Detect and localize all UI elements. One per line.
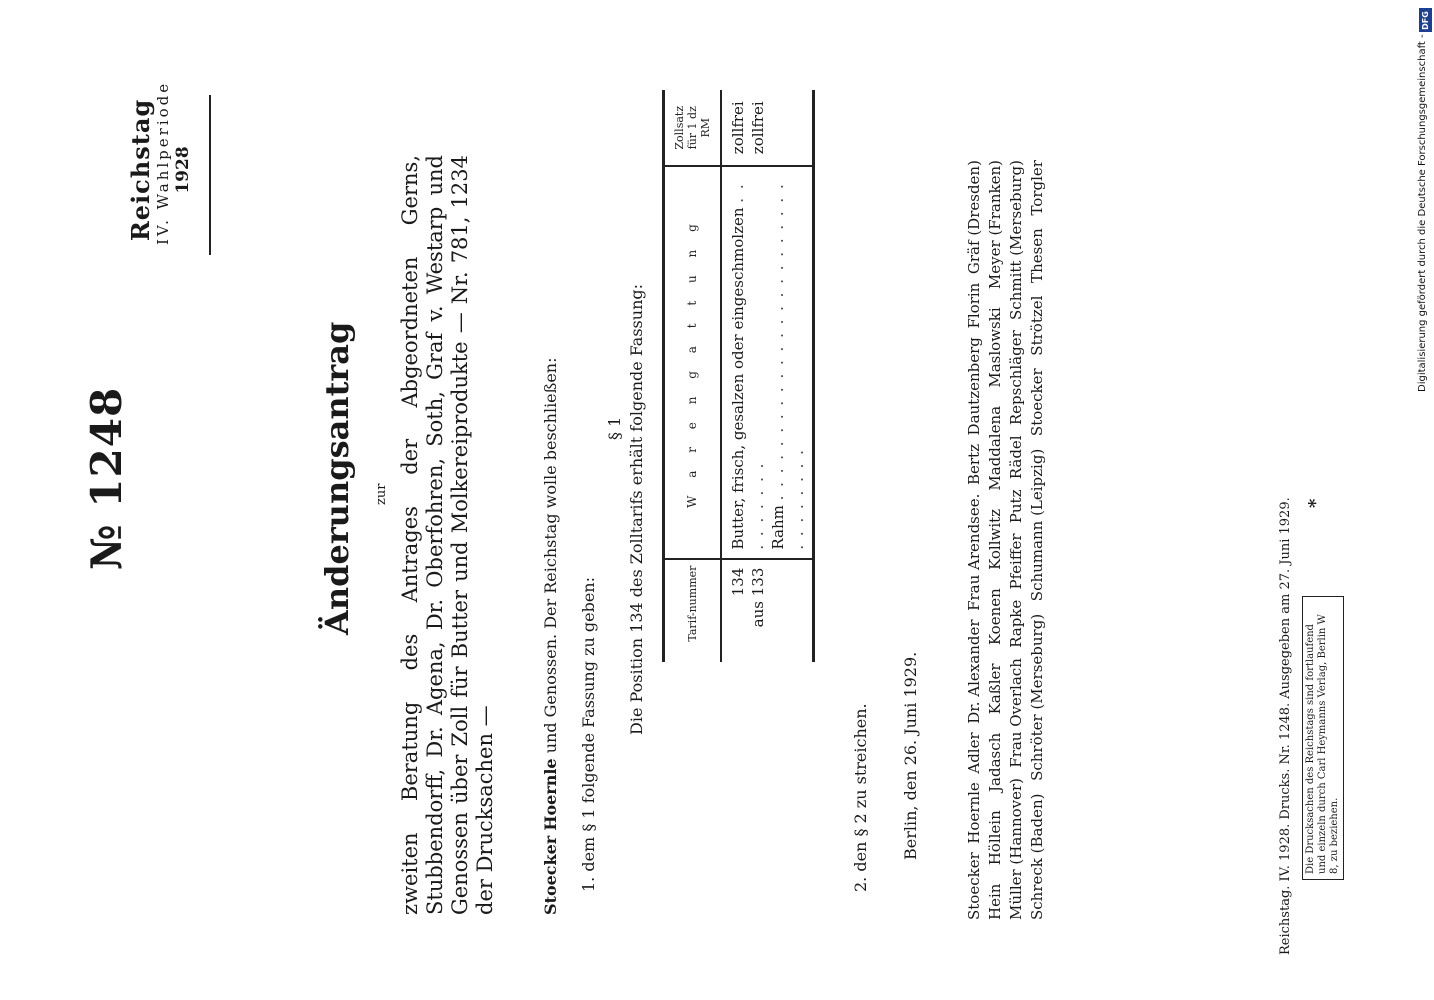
signer: Maddalena xyxy=(986,405,1004,491)
item-1: 1. dem § 1 folgende Fassung zu geben: xyxy=(579,576,598,892)
header-period: IV. Wahlperiode xyxy=(154,80,172,245)
duty-rate: zollfrei xyxy=(729,101,747,155)
intro-paragraph: zweiten Beratung des Antrages der Abgeordneten Gerns, Stubbendorff, Dr. Agena, Dr. Oberfohren, Soth, Graf v. Westarp und Genossen über Zoll für Butter und Molkereiprodukte — Nr. 781, 1234 der Drucksachen — xyxy=(398,155,497,915)
signer: Stoecker xyxy=(1028,368,1046,437)
signer: Bertz xyxy=(965,444,983,486)
credit-text: Digitalisierung gefördert durch die Deutsche Forschungsgemeinschaft - xyxy=(1417,34,1428,392)
signer-row xyxy=(985,160,1006,920)
motion-text: und Genossen. Der Reichstag wolle beschließen: xyxy=(541,357,560,754)
signer-row xyxy=(1027,160,1048,920)
table-row xyxy=(721,90,814,662)
signer-row xyxy=(1006,160,1027,920)
signer: Hoernle xyxy=(965,782,983,844)
signatories xyxy=(964,160,1048,920)
star-mark: * xyxy=(1305,498,1326,508)
signer: Putz xyxy=(1007,489,1025,524)
signer: Stoecker xyxy=(965,852,983,920)
date-line: Berlin, den 26. Juni 1929. xyxy=(901,651,920,860)
position-text: Die Position 134 des Zolltarifs erhält folgende Fassung: xyxy=(627,283,646,735)
column-header: W a r e n g a t t u n g xyxy=(664,166,722,558)
signer: Schreck (Baden) xyxy=(1028,793,1046,920)
signer: Frau Overlach xyxy=(1007,658,1025,768)
section-heading: § 1 xyxy=(605,416,624,440)
signer: Koenen xyxy=(986,588,1004,646)
footer-line: Reichstag. IV. 1928. Drucks. Nr. 1248. Ausgegeben am 27. Juni 1929. xyxy=(1278,497,1293,955)
signer: Dr. Alexander xyxy=(965,619,983,724)
table-header-row xyxy=(664,90,722,662)
signer: Schumann (Leipzig) xyxy=(1028,448,1046,602)
goods-cell xyxy=(721,166,814,558)
signer: Repschläger xyxy=(1007,330,1025,426)
header-year: 1928 xyxy=(173,146,193,194)
item-2: 2. den § 2 zu streichen. xyxy=(851,703,870,892)
signer: Kollwitz xyxy=(986,508,1004,570)
mover-name: Stoecker xyxy=(541,835,560,915)
signer: Rapke xyxy=(1007,599,1025,648)
footer-notice: Die Drucksachen des Reichstags sind fortlaufend und einzeln durch Carl Heymanns Verlag, Berlin W 8, zu beziehen. xyxy=(1302,596,1344,880)
signer: Thesen xyxy=(1028,228,1046,283)
column-header: Zollsatz für 1 dz RM xyxy=(664,90,722,166)
signer: Pfeiffer xyxy=(1007,533,1025,590)
signer: Florin xyxy=(965,282,983,329)
signer: Meyer (Franken) xyxy=(986,160,1004,290)
column-header: Tarif-nummer xyxy=(664,559,722,662)
signer: Müller (Hannover) xyxy=(1007,777,1025,920)
header-title: Reichstag xyxy=(126,98,155,242)
signer: Frau Arendsee. xyxy=(965,493,983,611)
signer: Hein xyxy=(986,883,1004,920)
dfg-logo-icon: DFG xyxy=(1419,8,1432,32)
dfg-credit xyxy=(1417,0,1434,1000)
mover-name: Hoernle xyxy=(541,758,560,831)
signer: Schmitt (Merseburg) xyxy=(1007,160,1025,320)
signer: Höllein xyxy=(986,810,1004,866)
rate-cell xyxy=(721,90,814,166)
document-number: № 1248 xyxy=(82,386,131,570)
tariff-number-cell xyxy=(721,559,814,662)
signer: Maslowski xyxy=(986,307,1004,388)
header-rule xyxy=(209,95,211,255)
signer: Rädel xyxy=(1007,435,1025,480)
signer-row xyxy=(964,160,985,920)
signer: Dautzenberg xyxy=(965,337,983,436)
signer: Adler xyxy=(965,732,983,774)
document-title: Änderungsantrag xyxy=(318,321,356,635)
signer: Schröter (Merseburg) xyxy=(1028,613,1046,781)
goods-description: Rahm . . . . . . . . . . . . . . . . . . . . . . . . . . . . . . . . xyxy=(769,182,807,550)
motion-line xyxy=(540,357,562,915)
signer: Torgler xyxy=(1028,160,1046,216)
tariff-table xyxy=(662,90,815,662)
signer: Strötzel xyxy=(1028,295,1046,356)
header-block xyxy=(126,80,193,245)
goods-description: Butter, frisch, gesalzen oder eingeschmolzen . . . . . . . . . xyxy=(729,182,767,550)
signer: Jadasch xyxy=(986,732,1004,792)
duty-rate: zollfrei xyxy=(749,101,767,155)
signer: Gräf (Dresden) xyxy=(965,160,983,275)
title-connector: zur xyxy=(374,483,389,505)
signer: Kaßler xyxy=(986,663,1004,715)
tariff-number: aus 133 xyxy=(749,567,767,628)
tariff-number: 134 xyxy=(729,567,747,597)
